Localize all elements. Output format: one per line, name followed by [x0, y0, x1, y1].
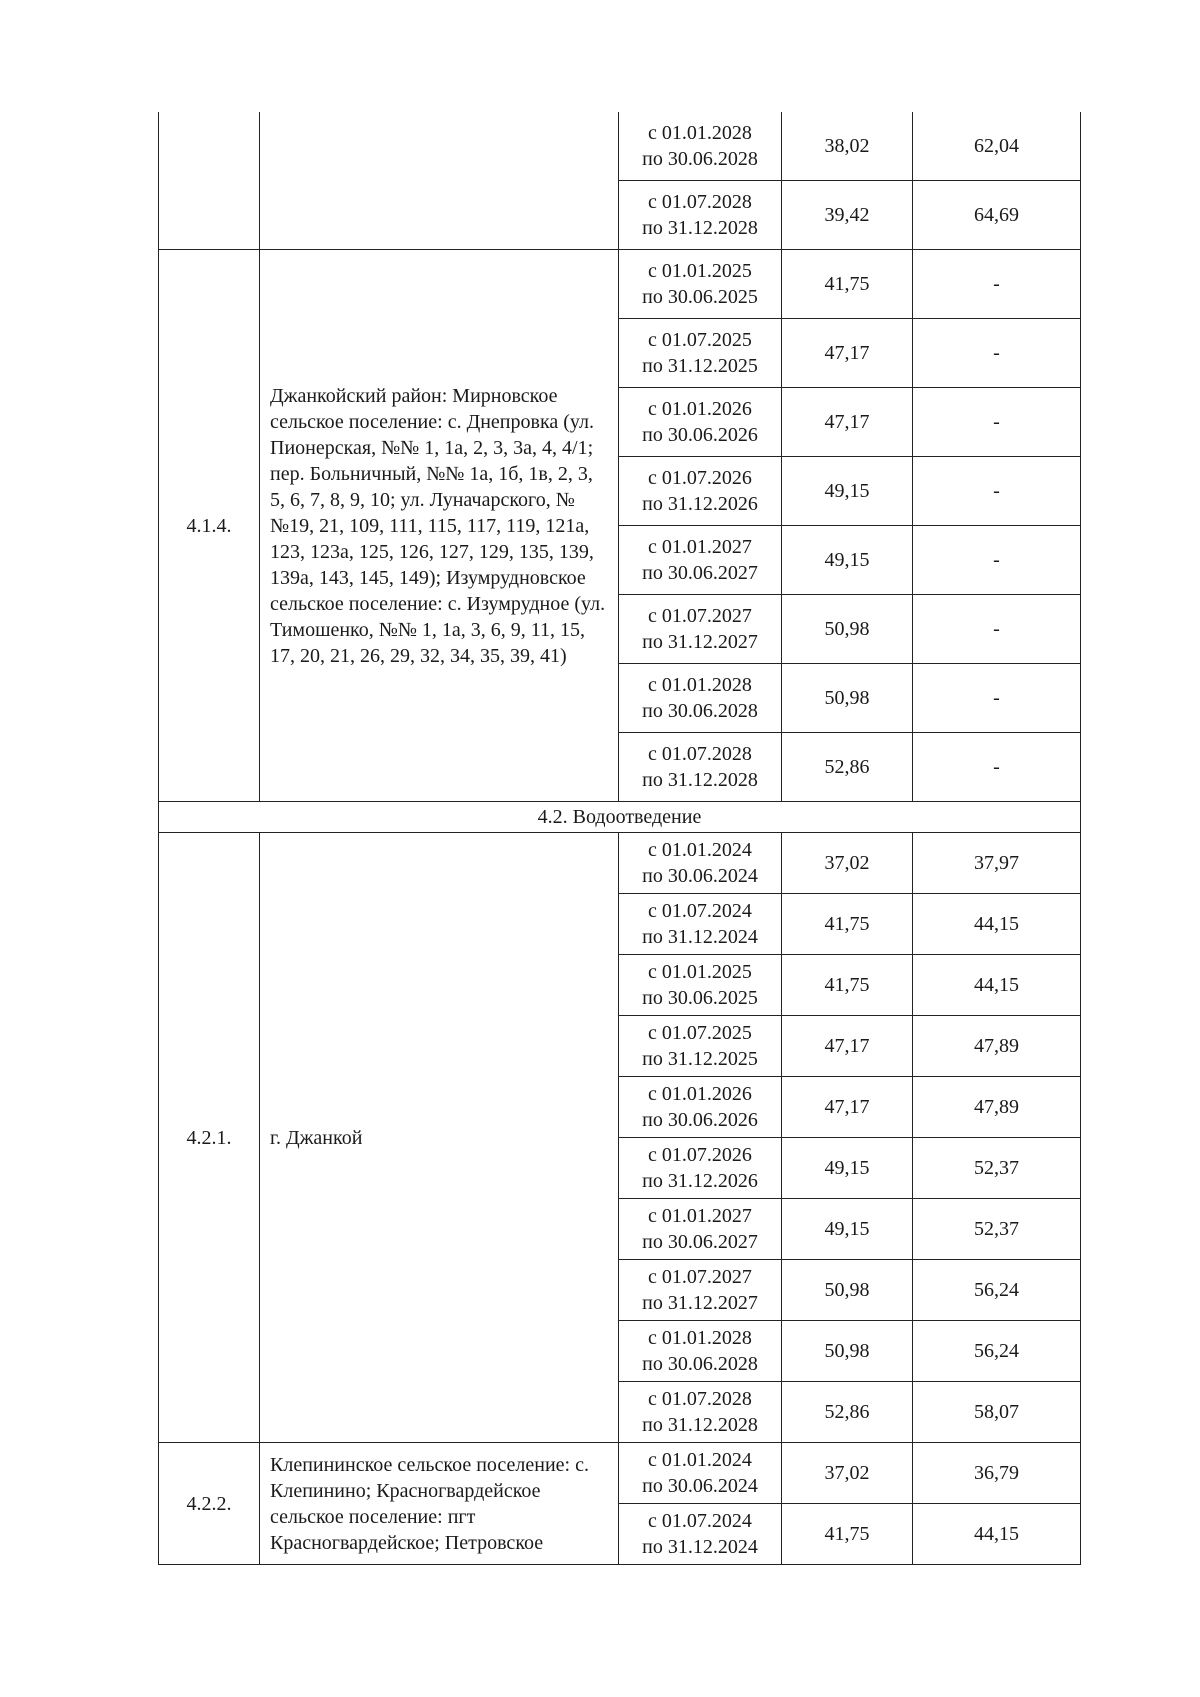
- tariff-value-2: 56,24: [913, 1321, 1081, 1382]
- period-cell: с 01.01.2027 по 30.06.2027: [619, 526, 782, 595]
- tariff-value-1: 41,75: [782, 894, 913, 955]
- period-cell: с 01.01.2028 по 30.06.2028: [619, 112, 782, 181]
- tariff-value-2: -: [913, 250, 1081, 319]
- period-cell: с 01.01.2025 по 30.06.2025: [619, 250, 782, 319]
- period-cell: с 01.07.2027 по 31.12.2027: [619, 1260, 782, 1321]
- table-row: [159, 112, 1081, 181]
- section-title: 4.2. Водоотведение: [159, 802, 1081, 833]
- tariff-value-1: 41,75: [782, 1504, 913, 1565]
- tariff-value-2: -: [913, 388, 1081, 457]
- tariff-value-2: 52,37: [913, 1199, 1081, 1260]
- period-cell: с 01.07.2025 по 31.12.2025: [619, 319, 782, 388]
- period-cell: с 01.07.2026 по 31.12.2026: [619, 457, 782, 526]
- period-cell: с 01.01.2025 по 30.06.2025: [619, 955, 782, 1016]
- period-cell: с 01.01.2024 по 30.06.2024: [619, 833, 782, 894]
- tariff-value-1: 50,98: [782, 1321, 913, 1382]
- tariff-value-1: 49,15: [782, 457, 913, 526]
- tariff-value-2: -: [913, 664, 1081, 733]
- period-cell: с 01.07.2028 по 31.12.2028: [619, 733, 782, 802]
- tariff-value-2: 64,69: [913, 181, 1081, 250]
- tariff-value-2: 44,15: [913, 894, 1081, 955]
- section-row: [159, 802, 1081, 833]
- tariff-value-1: 47,17: [782, 1016, 913, 1077]
- tariff-value-2: 56,24: [913, 1260, 1081, 1321]
- tariff-value-1: 50,98: [782, 595, 913, 664]
- period-cell: с 01.07.2025 по 31.12.2025: [619, 1016, 782, 1077]
- row-number-cell: 4.2.2.: [159, 1443, 260, 1565]
- tariff-value-1: 38,02: [782, 112, 913, 181]
- tariff-value-1: 49,15: [782, 1138, 913, 1199]
- tariff-value-2: -: [913, 595, 1081, 664]
- tariff-value-2: 62,04: [913, 112, 1081, 181]
- row-description-cell: Клепининское сельское поселение: с. Клепинино; Красногвардейское сельское поселение: пгт Красногвардейское; Петровское: [260, 1443, 619, 1565]
- tariff-value-1: 49,15: [782, 1199, 913, 1260]
- table-row: [159, 833, 1081, 894]
- table-row: [159, 250, 1081, 319]
- period-cell: с 01.01.2027 по 30.06.2027: [619, 1199, 782, 1260]
- row-description-cell: г. Джанкой: [260, 833, 619, 1443]
- tariff-value-1: 49,15: [782, 526, 913, 595]
- period-cell: с 01.01.2026 по 30.06.2026: [619, 388, 782, 457]
- tariff-value-1: 50,98: [782, 664, 913, 733]
- tariff-value-2: 47,89: [913, 1016, 1081, 1077]
- period-cell: с 01.01.2026 по 30.06.2026: [619, 1077, 782, 1138]
- row-description-cell: Джанкойский район: Мирновское сельское поселение: с. Днепровка (ул. Пионерская, №№ 1, 1а, 2, 3, 3а, 4, 4/1; пер. Больничный, №№ 1а, 1б, 1в, 2, 3, 5, 6, 7, 8, 9, 10; ул. Луначарского, №№19, 21, 109, 111, 115, 117, 119, 121а, 123, 123а, 125, 126, 127, 129, 135, 139, 139а, 143, 145, 149); Изумрудновское сельское поселение: с. Изумрудное (ул. Тимошенко, №№ 1, 1а, 3, 6, 9, 11, 15, 17, 20, 21, 26, 29, 32, 34, 35, 39, 41): [260, 250, 619, 802]
- tariff-value-2: 44,15: [913, 955, 1081, 1016]
- tariff-value-2: -: [913, 319, 1081, 388]
- tariff-value-1: 37,02: [782, 833, 913, 894]
- period-cell: с 01.07.2028 по 31.12.2028: [619, 181, 782, 250]
- tariff-value-2: 44,15: [913, 1504, 1081, 1565]
- period-cell: с 01.01.2028 по 30.06.2028: [619, 664, 782, 733]
- tariff-value-2: 47,89: [913, 1077, 1081, 1138]
- period-cell: с 01.07.2024 по 31.12.2024: [619, 1504, 782, 1565]
- tariff-value-1: 47,17: [782, 388, 913, 457]
- tariff-value-1: 50,98: [782, 1260, 913, 1321]
- tariff-value-1: 37,02: [782, 1443, 913, 1504]
- row-number-cell: 4.2.1.: [159, 833, 260, 1443]
- tariff-table: [158, 112, 1081, 1565]
- tariff-value-1: 41,75: [782, 250, 913, 319]
- tariff-value-2: 37,97: [913, 833, 1081, 894]
- tariff-value-1: 41,75: [782, 955, 913, 1016]
- row-description-cell: [260, 112, 619, 250]
- tariff-value-1: 52,86: [782, 733, 913, 802]
- tariff-value-2: -: [913, 526, 1081, 595]
- tariff-value-1: 39,42: [782, 181, 913, 250]
- row-number-cell: 4.1.4.: [159, 250, 260, 802]
- tariff-value-2: -: [913, 457, 1081, 526]
- tariff-value-1: 52,86: [782, 1382, 913, 1443]
- period-cell: с 01.01.2028 по 30.06.2028: [619, 1321, 782, 1382]
- period-cell: с 01.07.2028 по 31.12.2028: [619, 1382, 782, 1443]
- period-cell: с 01.07.2026 по 31.12.2026: [619, 1138, 782, 1199]
- period-cell: с 01.07.2027 по 31.12.2027: [619, 595, 782, 664]
- tariff-value-1: 47,17: [782, 319, 913, 388]
- period-cell: с 01.07.2024 по 31.12.2024: [619, 894, 782, 955]
- tariff-value-2: 52,37: [913, 1138, 1081, 1199]
- row-number-cell: [159, 112, 260, 250]
- tariff-value-2: -: [913, 733, 1081, 802]
- period-cell: с 01.01.2024 по 30.06.2024: [619, 1443, 782, 1504]
- table-row: [159, 1443, 1081, 1504]
- tariff-value-2: 58,07: [913, 1382, 1081, 1443]
- tariff-value-1: 47,17: [782, 1077, 913, 1138]
- tariff-value-2: 36,79: [913, 1443, 1081, 1504]
